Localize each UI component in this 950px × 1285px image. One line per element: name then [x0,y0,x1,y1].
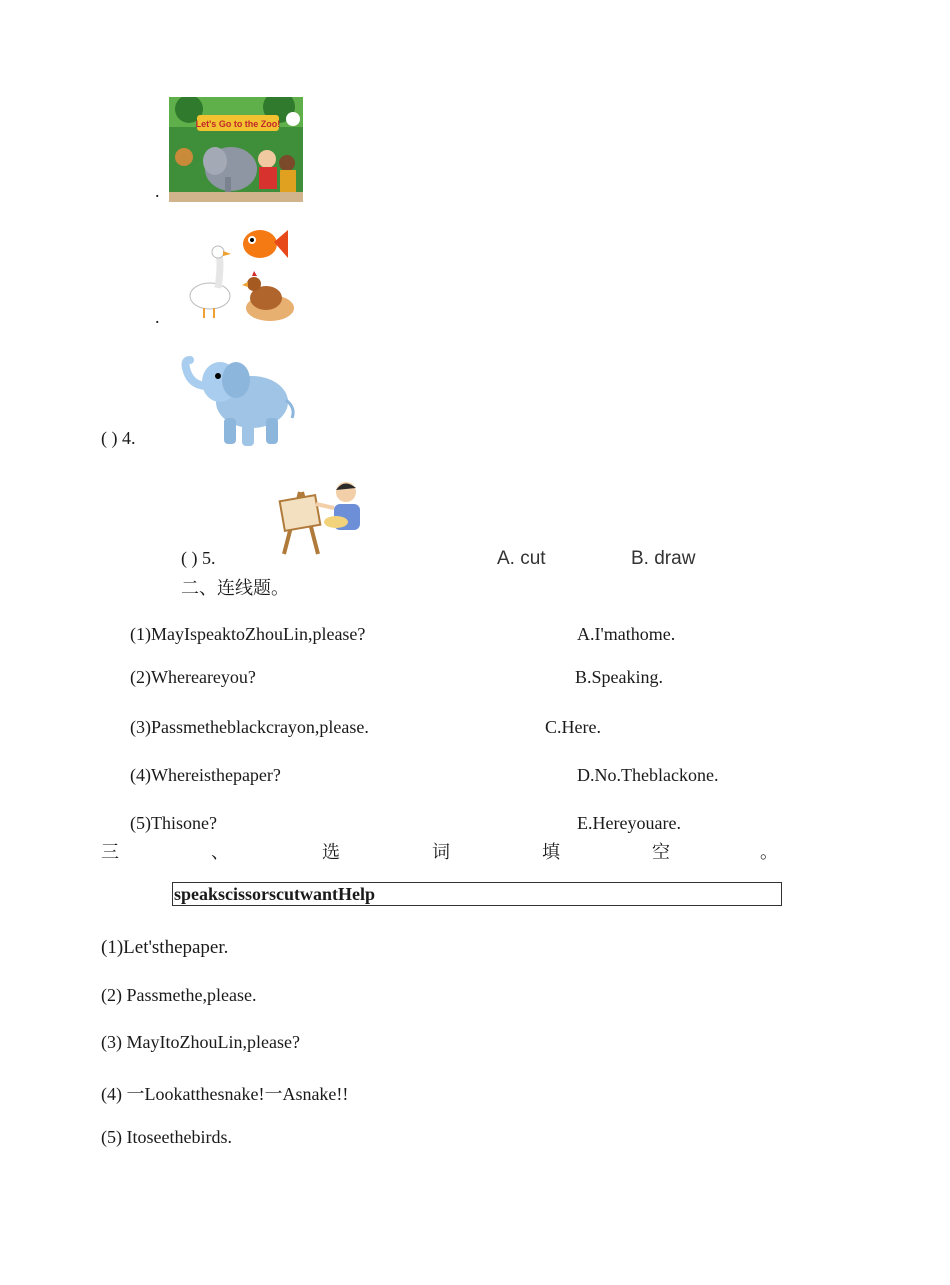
zoo-book-picture [169,97,303,202]
question-4-label: ( ) 4. [101,428,136,448]
match-right-item: E.Hereyouare. [577,813,681,833]
word-bank-box [172,882,782,906]
dot-marker: . [155,181,160,201]
match-left-item: (5)Thisone? [130,813,217,833]
match-right-item: C.Here. [545,717,601,737]
match-left-item: (3)Passmetheblackcrayon,please. [130,717,369,737]
word-bank-text: speakscissorscutwantHelp [174,884,376,904]
elephant-picture [180,346,300,450]
animals-picture [178,224,298,324]
fill-in-item: (4) 一Lookatthesnake!一Asnake!! [101,1084,349,1104]
fill-in-item: (1)Let'sthepaper. [101,937,229,958]
option-a: A. cut [497,548,546,569]
question-5-label: ( ) 5. [181,548,216,568]
section-3-title-char: 填 [542,842,560,863]
section-3-title-char: 三 [101,842,119,863]
dot-marker: . [155,307,160,327]
fill-in-item: (3) MayItoZhouLin,please? [101,1032,300,1052]
section-3-title-char: 、 [211,842,229,863]
section-3-title-char: 。 [760,842,778,863]
match-right-item: D.No.Theblackone. [577,765,719,785]
option-b: B. draw [631,548,696,569]
drawing-boy-picture [274,478,364,556]
match-left-item: (1)MayIspeaktoZhouLin,please? [130,624,366,644]
book-title: Let's Go to the Zoo! [195,119,281,129]
section-3-title-char: 空 [652,842,670,863]
match-left-item: (4)Whereisthepaper? [130,765,281,785]
section-3-title-char: 词 [432,842,450,863]
match-left-item: (2)Whereareyou? [130,667,256,687]
match-right-item: A.I'mathome. [577,624,676,644]
fill-in-item: (5) Itoseethebirds. [101,1127,232,1147]
fill-in-item: (2) Passmethe,please. [101,985,257,1005]
section-2-title: 二、连线题。 [181,578,289,599]
match-right-item: B.Speaking. [575,667,663,687]
section-3-title-char: 选 [322,842,340,863]
